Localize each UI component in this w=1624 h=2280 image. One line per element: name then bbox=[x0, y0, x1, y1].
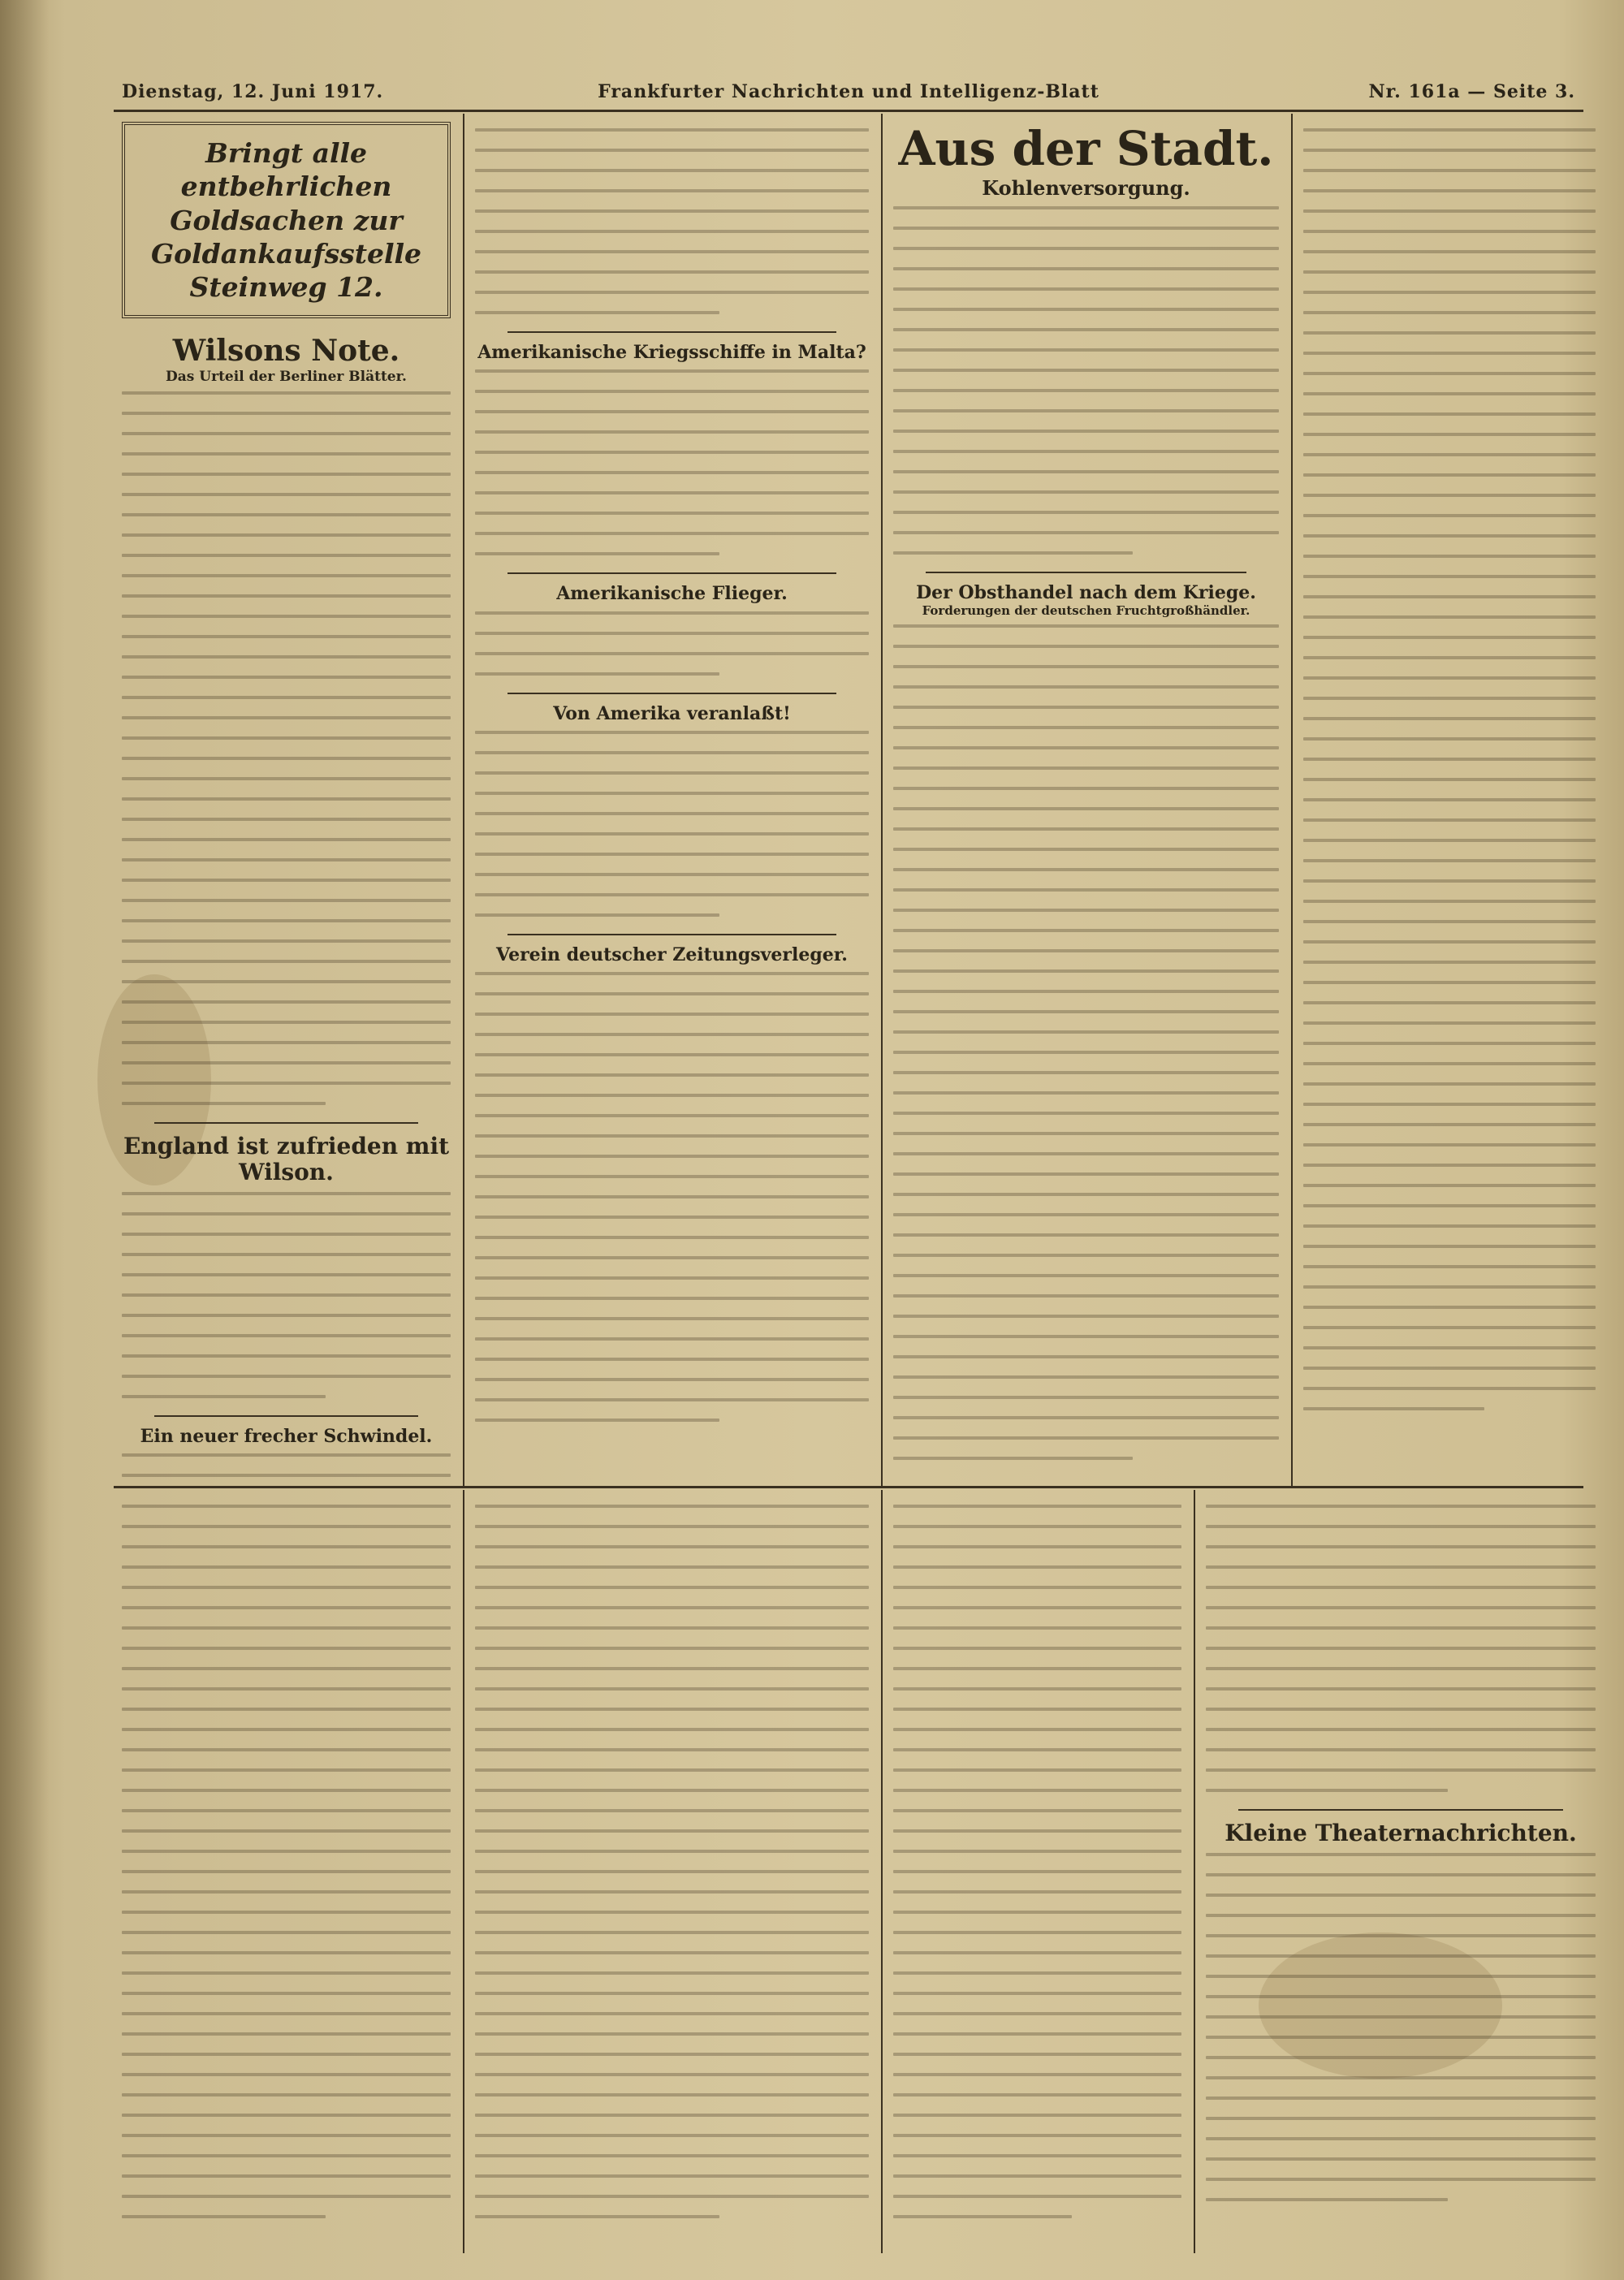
article-text bbox=[122, 391, 451, 1105]
article-separator bbox=[508, 331, 836, 333]
article-text bbox=[475, 369, 869, 555]
article-separator bbox=[508, 934, 836, 935]
column-1 bbox=[122, 122, 451, 1478]
masthead-rule bbox=[114, 110, 1583, 112]
bottom-column-4 bbox=[1206, 1498, 1596, 2245]
article-text bbox=[893, 1505, 1181, 2218]
headline-obsthandel: Der Obsthandel nach dem Kriege. bbox=[916, 581, 1256, 603]
article-separator bbox=[508, 693, 836, 694]
article-text bbox=[475, 611, 869, 676]
binding-shadow bbox=[0, 0, 49, 2280]
masthead bbox=[122, 78, 1575, 110]
article-separator bbox=[1238, 1809, 1563, 1811]
article-text bbox=[122, 1453, 451, 1478]
headline-theaternachrichten: Kleine Theaternachrichten. bbox=[1224, 1820, 1577, 1846]
headline-schwindel: Ein neuer frecher Schwindel. bbox=[140, 1426, 433, 1448]
column-rule bbox=[881, 1490, 883, 2253]
headline-wilsons-note: Wilsons Note. bbox=[172, 334, 400, 369]
article-separator bbox=[154, 1415, 418, 1417]
column-2 bbox=[475, 122, 869, 1478]
newspaper-title: Frankfurter Nachrichten und Intelligenz-Blatt bbox=[598, 81, 1099, 102]
column-rule bbox=[463, 114, 464, 1486]
subhead-berliner-blaetter: Das Urteil der Berliner Blätter. bbox=[166, 368, 407, 385]
article-text bbox=[893, 624, 1279, 1460]
headline-england: England ist zufrieden mit Wilson. bbox=[123, 1132, 450, 1185]
article-text bbox=[1206, 1853, 1596, 2201]
column-rule bbox=[1291, 114, 1293, 1486]
bottom-column-3 bbox=[893, 1498, 1181, 2245]
headline-malta: Amerikanische Kriegsschiffe in Malta? bbox=[477, 342, 866, 363]
bottom-column-1 bbox=[122, 1498, 451, 2245]
article-text bbox=[475, 972, 869, 1422]
article-text bbox=[122, 1505, 451, 2218]
column-3 bbox=[893, 122, 1279, 1478]
article-text bbox=[475, 128, 869, 314]
column-rule bbox=[1194, 1490, 1195, 2253]
article-text bbox=[475, 731, 869, 917]
gold-notice-box: Bringt alle entbehrlichen Goldsachen zur Goldankaufsstelle Steinweg 12. bbox=[122, 122, 451, 318]
article-text bbox=[893, 206, 1279, 555]
article-text bbox=[1303, 128, 1596, 1410]
column-rule bbox=[463, 1490, 464, 2253]
article-separator bbox=[508, 572, 836, 574]
issue-date: Dienstag, 12. Juni 1917. bbox=[122, 81, 384, 102]
page-number: Nr. 161a — Seite 3. bbox=[1368, 81, 1575, 102]
article-text bbox=[122, 1192, 451, 1398]
bottom-column-2 bbox=[475, 1498, 869, 2245]
article-text bbox=[475, 1505, 869, 2218]
section-rule bbox=[114, 1486, 1583, 1488]
headline-amerika: Von Amerika veranlaßt! bbox=[553, 702, 791, 724]
column-rule bbox=[881, 114, 883, 1486]
column-4 bbox=[1303, 122, 1596, 1478]
section-title-stadt: Aus der Stadt. bbox=[898, 122, 1274, 176]
article-separator bbox=[154, 1122, 418, 1124]
article-separator bbox=[926, 572, 1246, 573]
subhead-fruchtgrosshaendler: Forderungen der deutschen Fruchtgroßhändler. bbox=[922, 602, 1250, 618]
article-text bbox=[1206, 1505, 1596, 1792]
headline-flieger: Amerikanische Flieger. bbox=[556, 583, 788, 605]
headline-zeitungsverleger: Verein deutscher Zeitungsverleger. bbox=[496, 944, 848, 965]
subhead-kohlenversorgung: Kohlenversorgung. bbox=[982, 175, 1190, 200]
